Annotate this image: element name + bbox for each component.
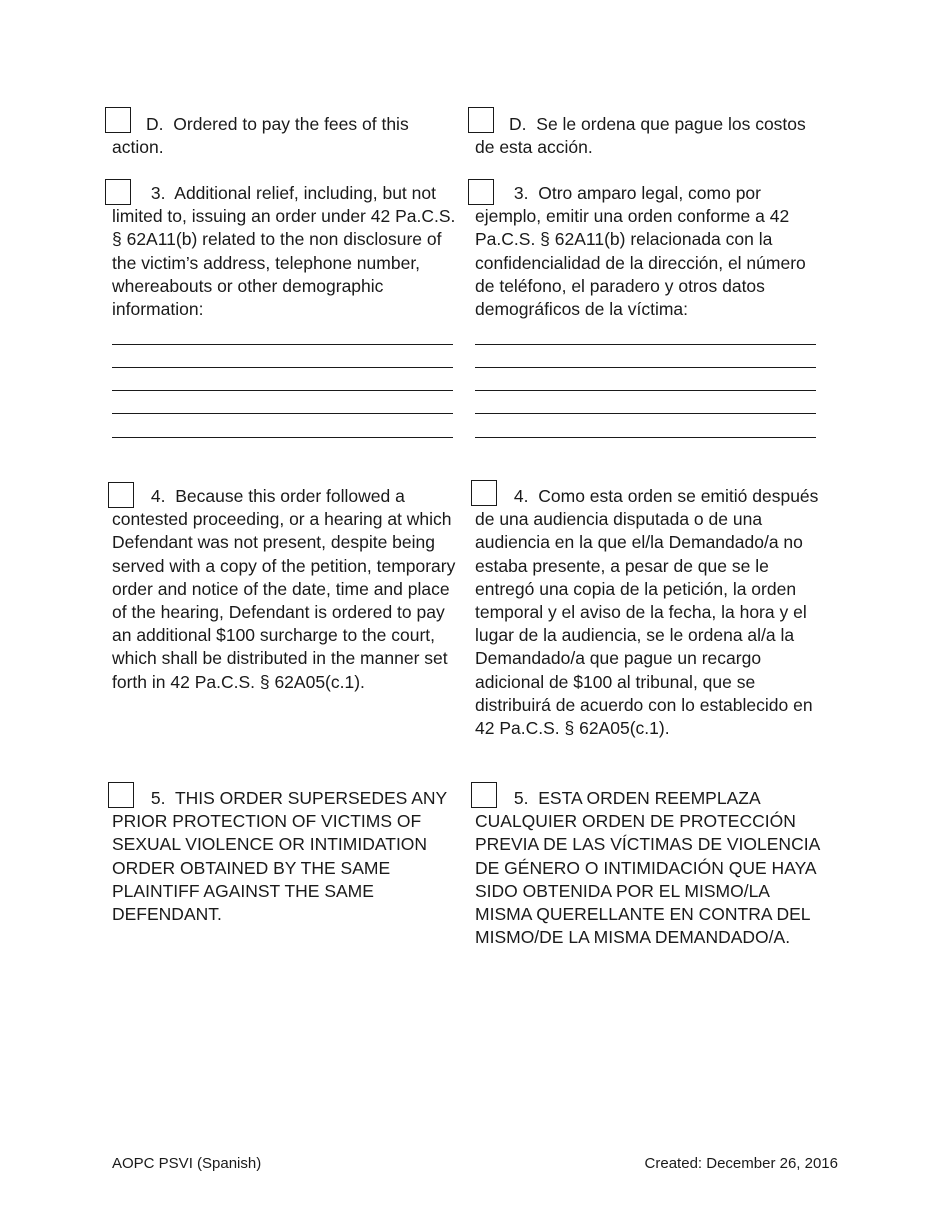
blank-line[interactable] (475, 345, 816, 368)
blank-line[interactable] (475, 321, 816, 344)
clause-text: Como esta orden se emitió después de una audiencia disputada o de una audiencia en la que el/la Demandado/a no estaba presente, a pesar de que se le entregó una copia de la petición, la orden temporal y el aviso de la fecha, la hora y el lugar de la audiencia, se le ordena al/a la Demandado/a que pague un recargo adicional de $100 al tribunal, que se distribuirá de acuerdo con lo establecido en 42 Pa.C.S. § 62A05(c.1). (475, 486, 819, 739)
clause-label: 5. (150, 788, 166, 808)
supersedes-clause-es (475, 787, 825, 949)
relief-blank-lines-es[interactable] (475, 321, 825, 437)
fees-clause-es (475, 113, 825, 159)
additional-relief-clause-es (475, 182, 825, 438)
blank-line[interactable] (112, 391, 453, 414)
blank-line[interactable] (475, 414, 816, 437)
clause-label: D. (509, 114, 527, 134)
clause-text: ESTA ORDEN REEMPLAZA CUALQUIER ORDEN DE PROTECCIÓN PREVIA DE LAS VÍCTIMAS DE VIOLENCIA DE GÉNERO O INTIMIDACIÓN QUE HAYA SIDO OBTENIDA POR EL MISMO/LA MISMA QUERELLANTE EN CONTRA DEL MISMO/DE LA MISMA DEMANDADO/A. (475, 788, 820, 948)
blank-line[interactable] (112, 368, 453, 391)
clause-text: Additional relief, including, but not limited to, issuing an order under 42 Pa.C.S. § 62A11(b) related to the non disclosure of the victim’s address, telephone number, whereabouts or other demographic information: (112, 183, 456, 320)
blank-line[interactable] (112, 321, 453, 344)
clause-label: 4. (513, 486, 529, 506)
clause-label: 3. (150, 183, 166, 203)
blank-line[interactable] (475, 368, 816, 391)
clause-text: Because this order followed a contested proceeding, or a hearing at which Defendant was not present, despite being served with a copy of the petition, temporary order and notice of the date, time and place of the hearing, Defendant is ordered to pay an additional $100 surcharge to the court, which shall be distributed in the manner set forth in 42 Pa.C.S. § 62A05(c.1). (112, 486, 456, 692)
blank-line[interactable] (475, 391, 816, 414)
form-id: AOPC PSVI (Spanish) (112, 1155, 262, 1172)
clause-text: Se le ordena que pague los costos de esta acción. (475, 114, 806, 158)
clause-label: D. (146, 114, 164, 134)
surcharge-clause (112, 485, 462, 694)
clause-label: 4. (150, 486, 166, 506)
blank-line[interactable] (112, 345, 453, 368)
blank-line[interactable] (112, 414, 453, 437)
relief-blank-lines[interactable] (112, 321, 462, 437)
clause-text: Ordered to pay the fees of this action. (112, 114, 409, 158)
created-date: Created: December 26, 2016 (644, 1155, 838, 1172)
clause-label: 3. (513, 183, 529, 203)
supersedes-clause (112, 787, 462, 926)
surcharge-clause-es (475, 485, 825, 740)
clause-text: Otro amparo legal, como por ejemplo, emitir una orden conforme a 42 Pa.C.S. § 62A11(b) relacionada con la confidencialidad de la dirección, el número de teléfono, el paradero y otros datos demográficos de la víctima: (475, 183, 806, 320)
clause-label: 5. (513, 788, 529, 808)
fees-clause (112, 113, 462, 159)
clause-text: THIS ORDER SUPERSEDES ANY PRIOR PROTECTION OF VICTIMS OF SEXUAL VIOLENCE OR INTIMIDATION ORDER OBTAINED BY THE SAME PLAINTIFF AGAINST THE SAME DEFENDANT. (112, 788, 447, 925)
additional-relief-clause (112, 182, 462, 438)
